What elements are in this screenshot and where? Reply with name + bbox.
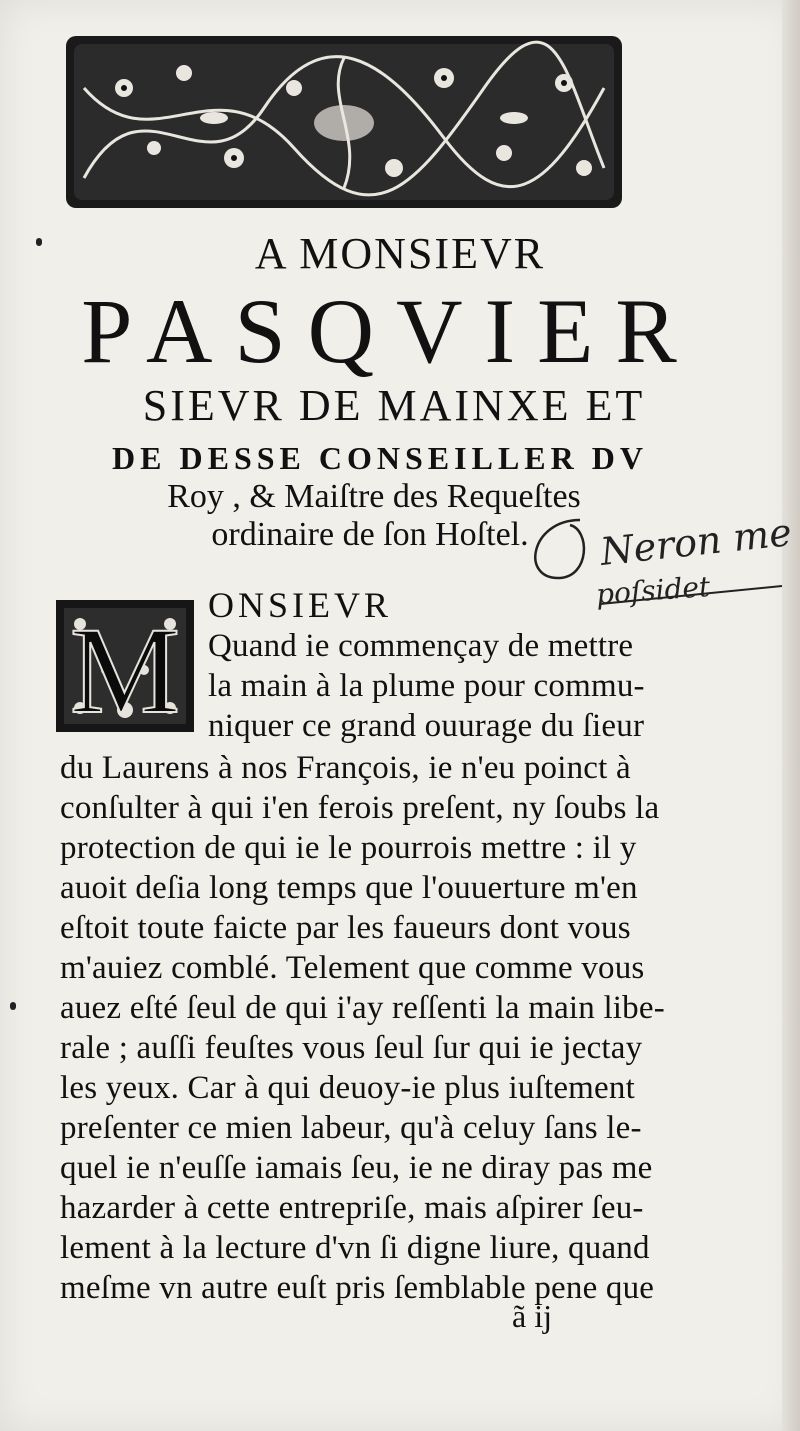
heading-line-1: A MONSIEVR xyxy=(254,229,546,278)
body-line: protection de qui ie le pourrois mettre : il y xyxy=(60,830,637,866)
body-line: preſenter ce mien labeur, qu'à celuy ſans le- xyxy=(60,1110,642,1146)
margin-dot xyxy=(10,1002,16,1010)
body-line: meſme vn autre euſt pris ſemblable pene que xyxy=(60,1270,655,1306)
inscription-line-1: Neron me xyxy=(598,510,794,574)
body-line: quel ie n'euſſe iamais ſeu, ie ne diray pas me xyxy=(60,1150,653,1186)
body-line: Quand ie commençay de mettre xyxy=(208,628,634,664)
inscription-line-2: poſsidet xyxy=(594,570,712,611)
body-line: hazarder à cette entrepriſe, mais aſpirer ſeu- xyxy=(60,1190,644,1226)
heading-line-2: PASQVIER xyxy=(81,280,699,382)
heading-line-4: DE DESSE CONSEILLER DV xyxy=(112,440,648,476)
salutation: ONSIEVR xyxy=(208,585,393,625)
body-line: rale ; auſſi feuſtes vous ſeul ſur qui ie jectay xyxy=(60,1030,643,1066)
body-line: auoit deſia long temps que l'ouuerture m'en xyxy=(60,870,638,906)
body-line: m'auiez comblé. Telement que comme vous xyxy=(60,950,645,986)
body-line: la main à la plume pour commu- xyxy=(208,668,645,704)
body-line: auez eſté ſeul de qui i'ay reſſenti la main libe- xyxy=(60,990,665,1026)
body-line: eſtoit toute faicte par les faueurs dont vous xyxy=(60,910,631,946)
body-line: les yeux. Car à qui deuoy-ie plus iuſtement xyxy=(60,1070,635,1106)
body-line: conſulter à qui i'en ferois preſent, ny ſoubs la xyxy=(60,790,660,826)
page-edge xyxy=(782,0,800,1431)
dropcap-letter: M xyxy=(69,602,181,732)
heading-line-5: Roy , & Maiſtre des Requeſtes xyxy=(167,478,581,515)
floral-initial-icon xyxy=(56,600,194,732)
heading-line-3: SIEVR DE MAINXE ET xyxy=(142,381,646,430)
body-line: niquer ce grand ouurage du ſieur xyxy=(208,708,645,744)
body-line: lement à la lecture d'vn ſi digne liure, quand xyxy=(60,1230,650,1266)
floral-headpiece-icon xyxy=(64,28,624,214)
heading-line-6: ordinaire de ſon Hoſtel. xyxy=(211,516,529,553)
folio-signature: ã ij xyxy=(512,1298,552,1334)
body-line: du Laurens à nos François, ie n'eu poinct à xyxy=(60,750,631,786)
